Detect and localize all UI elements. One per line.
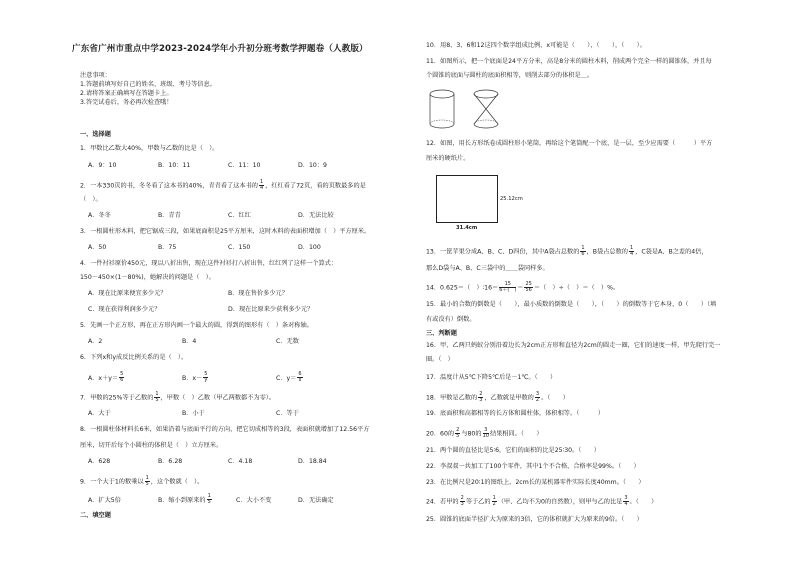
option <box>88 372 182 383</box>
cylinder-bottom-hidden <box>430 120 454 124</box>
question-24 <box>426 496 657 507</box>
question-2-options <box>88 212 358 220</box>
question-text: （甲、乙均不为0的自然数），则甲与乙的比是 <box>497 498 623 506</box>
denominator: 5 <box>155 397 159 403</box>
question-15: 15．最小的合数的倒数是（ ），最小质数的倒数是（ ），（ ）的倒数等于它本身，0（ ）（填 <box>426 301 717 308</box>
denominator: 2 <box>492 501 496 507</box>
option: A．扩大5倍 <box>88 496 121 504</box>
question-9 <box>80 476 203 487</box>
option: B．10：11 <box>158 162 191 169</box>
denominator: 6 <box>120 377 124 383</box>
numerator: 6 <box>298 371 302 377</box>
question-13 <box>426 246 708 257</box>
question-7-options <box>88 410 356 418</box>
question-text: 14．0.625＝（ ）∶16＝ <box>426 284 499 292</box>
question-1: 1．甲数比乙数大40%，甲数与乙数的比是（ ）。 <box>80 145 219 152</box>
fraction <box>203 372 208 383</box>
numerator: 2 <box>479 391 483 397</box>
question-4-formula: 150－450×(1－80%)，她解决的问题是（ ）。 <box>80 274 215 281</box>
option <box>182 372 276 383</box>
denominator: 5 <box>207 499 211 505</box>
note-item: 3.答完试卷后，务必再次检查哦！ <box>80 99 173 106</box>
cone-top <box>474 90 498 98</box>
option: C．无数 <box>276 338 299 345</box>
section-choice: 一、选择题 <box>80 131 111 138</box>
fraction <box>259 180 264 191</box>
question-2 <box>80 180 366 191</box>
fraction <box>499 282 516 293</box>
option <box>276 372 356 383</box>
fraction <box>478 392 483 403</box>
denominator: 3 <box>460 501 464 507</box>
rect-height-label: 25.12cm <box>500 196 523 202</box>
fraction <box>460 496 465 507</box>
fraction <box>119 372 124 383</box>
section-fill: 二、填空题 <box>80 512 111 519</box>
question-13-cont: 那么D袋与A、B、C三袋中的＿＿袋同样多。 <box>426 265 549 272</box>
fraction <box>297 372 302 383</box>
option: C．大小不变 <box>236 496 272 504</box>
question-20 <box>426 428 543 439</box>
fraction <box>145 476 150 487</box>
fraction <box>629 246 634 257</box>
question-text: 。（ ） <box>629 498 658 506</box>
question-5: 5．先画一个正方形，再在正方形内画一个最大的圆，得到的图形有（ ）条对称轴。 <box>80 322 313 329</box>
question-text: ，甲数（ ）乙数（甲乙两数都不为零）。 <box>160 394 276 402</box>
option: D．现在比原来少获利多少元？ <box>228 306 314 313</box>
option: C．11：10 <box>228 162 261 169</box>
question-19: 19．底面积和高都相等的长方体和圆柱体，体积相等。（ ） <box>426 410 605 417</box>
question-16-cont: 圈。（ ） <box>426 356 454 363</box>
fraction <box>154 392 159 403</box>
option: D．无法比较 <box>298 212 334 219</box>
question-8-options <box>88 458 358 466</box>
question-8-cont: 厘米，切开后每个小圆柱的体积是（ ）立方厘米。 <box>80 442 223 449</box>
question-17: 17．温度计从5℃下降5℃后是－1℃。（ ） <box>426 374 557 381</box>
question-23: 23．在比例尺是20∶1的图纸上，2cm长的某机器零件实际长度40mm。（ ） <box>426 479 645 486</box>
question-6: 6．下列x和y成反比例关系的是（ ）。 <box>80 354 188 361</box>
section-judge: 三、判断题 <box>426 330 457 337</box>
fraction <box>623 496 628 507</box>
question-text: ＝（ ）÷（ ）＝（ ）%。 <box>533 284 620 292</box>
option: D．无法确定 <box>298 496 334 504</box>
denominator: 4 <box>260 185 264 191</box>
paper-rectangle <box>436 175 498 223</box>
numerator: 1 <box>145 475 149 481</box>
question-21: 21．两个圆的直径比是5∶6，它们的面积的比是25∶30。（ ） <box>426 447 600 454</box>
option-text: B．x－ <box>182 374 203 382</box>
option <box>158 494 236 505</box>
numerator: 5 <box>204 371 208 377</box>
question-3: 3．一根圆柱形木料，把它锯成三段，如果底面积是25平方厘米，这时木料的表面积增加（ ）平方厘米。 <box>80 228 371 235</box>
denominator: x <box>298 377 302 383</box>
numerator: 1 <box>629 245 634 251</box>
question-15-cont: 有或没有）倒数。 <box>426 316 476 323</box>
numerator: 1 <box>207 493 211 499</box>
question-8: 8．一根圆柱体材料长6米，如果沿着与底面平行的方向，把它切成相等的3段，表面积就增加了12.56平方 <box>80 426 370 433</box>
question-text: 13．一筐苹果分成A、B、C、D四份，其中A袋占总数的 <box>426 248 580 256</box>
question-11-cont: 个圆锥的底面与圆柱的底面积相等，则削去部分的体积是＿。 <box>426 72 594 79</box>
question-4: 4．一件衬衫原价450元，现以八折出售，现在这件衬衫打八折出售，红红列了这样一个算式： <box>80 260 338 267</box>
question-5-options <box>88 338 356 346</box>
question-18 <box>426 392 569 403</box>
option: A．628 <box>88 458 111 465</box>
option: C．4.18 <box>228 458 253 465</box>
cylinder-top <box>430 90 454 98</box>
option: B．现在售价多少元？ <box>228 290 288 297</box>
question-16: 16．甲、乙两只蚂蚁分别沿着边长为2cm正方形和直径为2cm的圆走一圈，它们的速度一样，甲先爬行完一 <box>426 342 721 349</box>
question-text: ，C袋是A、B之差的4倍， <box>635 248 708 256</box>
notes-heading: 注意事项： <box>80 72 111 79</box>
option: A．大于 <box>88 410 111 417</box>
denominator: y <box>204 377 208 383</box>
option: D．100 <box>298 244 321 251</box>
denominator: 5 <box>456 433 460 439</box>
question-text: 18．甲数是乙数的 <box>426 394 478 402</box>
option: A．50 <box>88 244 107 251</box>
numerator: 25 <box>525 281 532 287</box>
numerator: 15 <box>499 282 516 288</box>
fraction <box>492 496 497 507</box>
denominator: 10 <box>482 433 489 439</box>
option: A．冬冬 <box>88 212 111 219</box>
option-text: C．y＝ <box>276 374 297 382</box>
option: B．75 <box>158 244 177 251</box>
question-text: 等于乙的 <box>465 498 491 506</box>
fraction <box>483 428 489 439</box>
option: D．10：9 <box>298 162 327 169</box>
question-9-options <box>88 494 358 505</box>
question-14 <box>426 282 619 293</box>
cone-bottom <box>474 124 498 128</box>
denominator: 5 <box>145 481 149 487</box>
fraction <box>524 282 532 293</box>
fraction <box>535 392 540 403</box>
note-item: 1.答题前填写好自己的姓名、班级、考号等信息。 <box>80 81 216 88</box>
question-text: 20．60的 <box>426 430 455 438</box>
option: A．现在比原来便宜多少元？ <box>88 290 167 297</box>
numerator: 3 <box>535 391 540 397</box>
question-text: 7．甲数的25%等于乙数的 <box>80 394 154 402</box>
question-text: 24．若甲的 <box>426 498 459 506</box>
option: C．红红 <box>228 212 251 219</box>
question-text: 结果相同。（ ） <box>489 430 543 438</box>
option: A．2 <box>88 338 103 345</box>
question-25: 25．圆锥的底面半径扩大为原来的3倍，它的体积就扩大为原来的9倍。（ ） <box>426 516 643 523</box>
fraction <box>580 246 585 257</box>
option: C．等于 <box>276 410 299 417</box>
question-6-options <box>88 372 356 383</box>
rect-width-label: 31.4cm <box>456 225 478 231</box>
note-item: 2.请将答案正确填写在答题卡上。 <box>80 90 173 97</box>
question-3-options <box>88 244 358 252</box>
question-4-options-a <box>88 290 368 298</box>
denominator: 6 <box>581 251 585 257</box>
numerator: 3 <box>484 427 488 433</box>
numerator: 1 <box>155 391 159 397</box>
question-text: ，红红看了72页，看的页数最多的是 <box>265 182 366 190</box>
question-text: ，乙数就是甲数的 <box>484 394 534 402</box>
question-text: 2．一本330页的书，冬冬看了这本书的40%，青青看了这本书的 <box>80 182 258 190</box>
fraction <box>455 428 460 439</box>
denominator: 56 <box>525 287 532 293</box>
numerator: 5 <box>120 371 124 377</box>
numerator: 2 <box>456 427 460 433</box>
denominator: 2 <box>535 397 540 403</box>
denominator: 3 <box>479 397 483 403</box>
option-text: B．缩小到原来的 <box>158 496 206 504</box>
option: B．青青 <box>158 212 181 219</box>
numerator: 1 <box>581 245 585 251</box>
question-1-options <box>88 162 358 170</box>
option: C．150 <box>228 244 251 251</box>
question-text: 与80的 <box>461 430 482 438</box>
question-7 <box>80 392 275 403</box>
question-12: 12．如图，用长方形纸卷成圆柱形小笔筒，再给这个笔筒配一个底，是一层，至少应需要（ ）平方 <box>426 140 713 147</box>
question-text: ，B袋占总数的 <box>586 248 628 256</box>
question-22: 22．李叔叔一共加工了100个零件，其中1个不合格，合格率是99%。（ ） <box>426 463 640 470</box>
question-text: 。（ ） <box>541 394 569 402</box>
question-2-blank: （ ）。 <box>80 196 102 203</box>
option: C．现在获得利润多少元？ <box>88 306 161 313</box>
option: B．4 <box>182 338 197 345</box>
numerator: 3 <box>624 495 628 501</box>
numerator: 1 <box>492 495 496 501</box>
question-10: 10．用8、3、6和12这四个数字组成比例，x可能是（ ），（ ），（ ）。 <box>426 42 646 49</box>
cylinder-cone-figure <box>426 86 506 132</box>
option: D．18.84 <box>298 458 327 465</box>
question-text: 9．一个大于1的数乘以 <box>80 478 144 486</box>
denominator: 6＋( ) <box>499 287 517 293</box>
cylinder-bottom <box>430 124 454 128</box>
question-4-options-b <box>88 306 368 314</box>
page-title: 广东省广州市重点中学2023-2024学年小升初分班考数学押题卷（人教版） <box>72 44 368 54</box>
equals-sign: ＝ <box>517 284 524 292</box>
question-11: 11．如图所示，把一个底面是24平方分米，高是8分米的圆柱木料，削成两个完全一样的圆锥体，并且每 <box>426 58 712 65</box>
option: B．6.28 <box>158 458 183 465</box>
option-text: A．x＋y＝ <box>88 374 119 382</box>
fraction <box>207 494 212 505</box>
option: A．9：10 <box>88 162 117 169</box>
denominator: 4 <box>624 501 628 507</box>
denominator: 4 <box>629 251 634 257</box>
cone-bottom-hidden <box>474 120 498 124</box>
question-text: ，这个数就（ ）。 <box>150 478 204 486</box>
question-12-cont: 厘米的硬纸片。 <box>426 155 470 162</box>
numerator: 1 <box>260 179 264 185</box>
option: B．小于 <box>182 410 205 417</box>
numerator: 2 <box>460 495 464 501</box>
